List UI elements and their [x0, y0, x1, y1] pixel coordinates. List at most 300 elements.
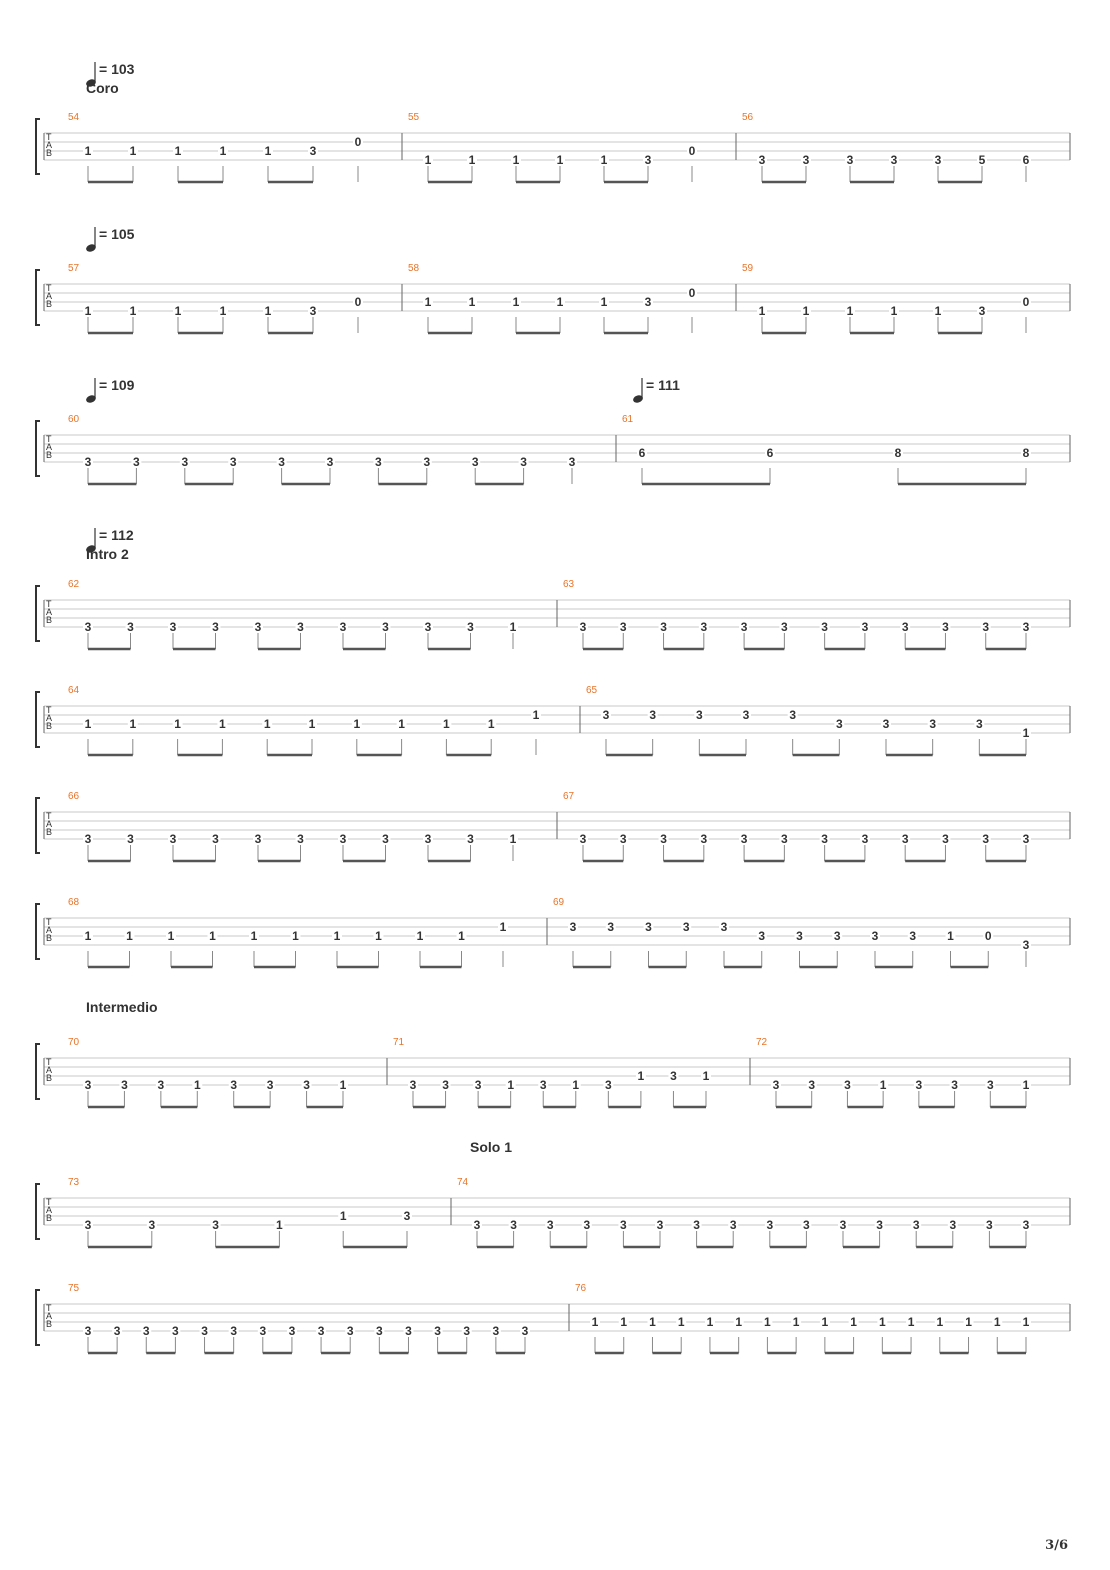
fret-number: 3 [127, 620, 134, 634]
fret-number: 3 [212, 620, 219, 634]
fret-number: 1 [209, 929, 216, 943]
fret-number: 3 [951, 1078, 958, 1092]
measure-number: 65 [586, 685, 598, 696]
fret-number: 3 [934, 153, 942, 167]
fret-number: 3 [467, 832, 474, 846]
tab-clef-letter: T [46, 917, 52, 927]
fret-number: 3 [463, 1324, 471, 1338]
tab-clef-letter: T [46, 283, 52, 293]
fret-number: 0 [354, 135, 362, 149]
fret-number: 1 [443, 717, 450, 731]
fret-number: 1 [890, 304, 898, 318]
fret-number: 3 [297, 832, 304, 846]
section-label: Intro 2 [86, 546, 129, 562]
fret-number: 1 [706, 1315, 714, 1329]
fret-number: 3 [474, 1078, 482, 1092]
tab-clef-letter: B [46, 299, 53, 309]
fret-number: 1 [792, 1315, 800, 1329]
measure-number: 72 [756, 1037, 768, 1048]
fret-number: 3 [259, 1324, 267, 1338]
fret-number: 3 [471, 455, 479, 469]
fret-number: 8 [894, 446, 902, 460]
fret-number: 1 [84, 304, 92, 318]
fret-number: 3 [758, 929, 766, 943]
fret-number: 3 [510, 1218, 517, 1232]
fret-number: 3 [978, 304, 986, 318]
measure-number: 70 [68, 1037, 80, 1048]
fret-number: 1 [126, 929, 133, 943]
fret-number: 3 [424, 832, 432, 846]
measure-number: 76 [575, 1283, 587, 1294]
fret-number: 1 [1022, 1315, 1030, 1329]
tab-clef-letter: T [46, 705, 52, 715]
fret-number: 3 [84, 1078, 92, 1092]
fret-number: 1 [339, 1078, 347, 1092]
system-bracket [36, 1290, 40, 1345]
measure-number: 66 [68, 791, 80, 802]
fret-number: 1 [174, 304, 182, 318]
fret-number: 0 [984, 929, 992, 943]
tab-clef-letter: A [46, 819, 53, 829]
fret-number: 3 [846, 153, 854, 167]
fret-number: 3 [148, 1218, 156, 1232]
fret-number: 3 [254, 620, 262, 634]
fret-number: 3 [583, 1218, 591, 1232]
fret-number: 3 [620, 1218, 627, 1232]
fret-number: 3 [113, 1324, 121, 1338]
tab-clef-letter: A [46, 291, 53, 301]
fret-number: 3 [604, 1078, 612, 1092]
fret-number: 1 [556, 153, 564, 167]
fret-number: 3 [833, 929, 841, 943]
fret-number: 1 [263, 717, 271, 731]
fret-number: 3 [975, 717, 983, 731]
system-bracket [36, 692, 40, 747]
fret-number: 1 [499, 920, 507, 934]
fret-number: 3 [375, 1324, 383, 1338]
fret-number: 1 [84, 929, 92, 943]
fret-number: 1 [821, 1315, 829, 1329]
tab-clef-letter: A [46, 1065, 53, 1075]
tab-clef-letter: B [46, 1319, 53, 1329]
fret-number: 3 [303, 1078, 310, 1092]
fret-number: 1 [193, 1078, 201, 1092]
fret-number: 3 [835, 717, 843, 731]
fret-number: 3 [942, 832, 949, 846]
fret-number: 3 [821, 832, 828, 846]
fret-number: 1 [936, 1315, 944, 1329]
fret-number: 3 [695, 708, 703, 722]
fret-number: 1 [907, 1315, 915, 1329]
fret-number: 1 [167, 929, 175, 943]
fret-number: 3 [660, 832, 667, 846]
tab-clef-letter: B [46, 827, 53, 837]
measure-number: 55 [408, 112, 420, 123]
fret-number: 3 [740, 832, 748, 846]
fret-number: 3 [169, 620, 177, 634]
tab-clef-letter: T [46, 811, 52, 821]
fret-number: 3 [796, 929, 803, 943]
fret-number: 3 [326, 455, 334, 469]
measure-number: 57 [68, 263, 80, 274]
page-number: 3/6 [1045, 1538, 1068, 1553]
system-bracket [36, 270, 40, 325]
tempo-marking: = 111 [646, 377, 680, 393]
fret-number: 3 [682, 920, 690, 934]
measure-number: 54 [68, 112, 80, 123]
tab-clef-letter: B [46, 450, 53, 460]
tempo-marking: = 105 [99, 226, 135, 242]
fret-number: 3 [492, 1324, 500, 1338]
tab-clef-letter: A [46, 1311, 53, 1321]
measure-number: 68 [68, 897, 80, 908]
fret-number: 3 [339, 832, 347, 846]
fret-number: 3 [839, 1218, 847, 1232]
measure-number: 73 [68, 1177, 80, 1188]
fret-number: 1 [219, 717, 226, 731]
fret-number: 3 [521, 1324, 529, 1338]
section-label: Intermedio [86, 999, 158, 1015]
fret-number: 0 [688, 286, 696, 300]
measure-number: 74 [457, 1177, 469, 1188]
tab-clef-letter: T [46, 599, 52, 609]
fret-number: 3 [467, 620, 474, 634]
tab-clef-letter: A [46, 713, 53, 723]
fret-number: 3 [982, 620, 990, 634]
fret-number: 3 [297, 620, 304, 634]
fret-number: 3 [772, 1078, 780, 1092]
fret-number: 3 [942, 620, 949, 634]
fret-number: 3 [844, 1078, 851, 1092]
fret-number: 3 [766, 1218, 774, 1232]
system-bracket [36, 119, 40, 174]
fret-number: 3 [424, 620, 432, 634]
fret-number: 3 [212, 832, 219, 846]
fret-number: 3 [309, 304, 317, 318]
fret-number: 3 [212, 1218, 219, 1232]
fret-number: 3 [288, 1324, 296, 1338]
measure-number: 62 [68, 579, 80, 590]
fret-number: 1 [620, 1315, 628, 1329]
fret-number: 3 [619, 620, 627, 634]
system-bracket [36, 798, 40, 853]
fret-number: 3 [127, 832, 134, 846]
fret-number: 3 [403, 1209, 411, 1223]
fret-number: 1 [276, 1218, 283, 1232]
fret-number: 3 [781, 832, 788, 846]
tab-clef-letter: T [46, 132, 52, 142]
fret-number: 3 [700, 832, 708, 846]
fret-number: 3 [1022, 938, 1030, 952]
fret-number: 3 [781, 620, 788, 634]
tempo-marking: = 103 [99, 61, 135, 77]
fret-number: 3 [230, 1324, 238, 1338]
fret-number: 3 [602, 708, 610, 722]
fret-number: 3 [821, 620, 828, 634]
fret-number: 1 [802, 304, 810, 318]
fret-number: 3 [644, 153, 652, 167]
fret-number: 3 [982, 832, 990, 846]
fret-number: 3 [909, 929, 917, 943]
section-label: Solo 1 [470, 1139, 513, 1155]
fret-number: 3 [803, 1218, 810, 1232]
fret-number: 3 [1022, 620, 1030, 634]
measure-number: 58 [408, 263, 420, 274]
fret-number: 1 [264, 304, 272, 318]
fret-number: 1 [758, 304, 766, 318]
fret-number: 3 [254, 832, 262, 846]
fret-number: 3 [729, 1218, 737, 1232]
fret-number: 3 [133, 455, 140, 469]
fret-number: 3 [84, 620, 92, 634]
fret-number: 3 [309, 144, 317, 158]
fret-number: 1 [333, 929, 341, 943]
fret-number: 3 [645, 920, 652, 934]
tab-clef-letter: A [46, 140, 53, 150]
fret-number: 3 [912, 1218, 920, 1232]
fret-number: 3 [656, 1218, 664, 1232]
fret-number: 1 [398, 717, 405, 731]
fret-number: 8 [1022, 446, 1030, 460]
fret-number: 1 [947, 929, 954, 943]
fret-number: 0 [688, 144, 696, 158]
fret-number: 3 [84, 1218, 92, 1232]
fret-number: 3 [876, 1218, 883, 1232]
fret-number: 3 [802, 153, 810, 167]
tab-clef-letter: B [46, 933, 53, 943]
fret-number: 3 [423, 455, 431, 469]
fret-number: 3 [949, 1218, 957, 1232]
fret-number: 3 [229, 455, 237, 469]
fret-number: 3 [278, 455, 285, 469]
tab-clef-letter: A [46, 1205, 53, 1215]
fret-number: 1 [129, 144, 137, 158]
system-bracket [36, 904, 40, 959]
fret-number: 1 [174, 144, 182, 158]
fret-number: 1 [846, 304, 854, 318]
fret-number: 1 [129, 304, 137, 318]
fret-number: 3 [473, 1218, 481, 1232]
fret-number: 3 [405, 1324, 412, 1338]
system-bracket [36, 586, 40, 641]
fret-number: 3 [121, 1078, 128, 1092]
fret-number: 3 [619, 832, 627, 846]
fret-number: 1 [572, 1078, 580, 1092]
fret-number: 1 [993, 1315, 1001, 1329]
fret-number: 1 [458, 929, 465, 943]
fret-number: 1 [353, 717, 361, 731]
fret-number: 3 [901, 832, 909, 846]
tab-clef-letter: T [46, 1303, 52, 1313]
tempo-marking: = 112 [99, 527, 134, 543]
fret-number: 1 [339, 1209, 347, 1223]
fret-number: 1 [292, 929, 299, 943]
fret-number: 1 [512, 153, 520, 167]
measure-number: 69 [553, 897, 565, 908]
fret-number: 3 [181, 455, 189, 469]
fret-number: 3 [157, 1078, 165, 1092]
fret-number: 6 [638, 446, 646, 460]
fret-number: 3 [649, 708, 657, 722]
fret-number: 1 [556, 295, 564, 309]
fret-number: 1 [468, 295, 476, 309]
fret-number: 1 [219, 304, 227, 318]
fret-number: 3 [142, 1324, 150, 1338]
fret-number: 3 [742, 708, 750, 722]
fret-number: 1 [219, 144, 227, 158]
fret-number: 3 [1022, 832, 1030, 846]
fret-number: 1 [174, 717, 181, 731]
measure-number: 61 [622, 414, 634, 425]
fret-number: 1 [468, 153, 476, 167]
system-bracket [36, 1184, 40, 1239]
tab-clef-letter: B [46, 1213, 53, 1223]
fret-number: 3 [890, 153, 898, 167]
system-bracket [36, 1044, 40, 1099]
fret-number: 1 [878, 1315, 886, 1329]
fret-number: 1 [965, 1315, 972, 1329]
fret-number: 3 [929, 717, 937, 731]
fret-number: 1 [84, 144, 92, 158]
fret-number: 3 [720, 920, 728, 934]
tab-clef-letter: B [46, 148, 53, 158]
fret-number: 1 [677, 1315, 685, 1329]
measure-number: 60 [68, 414, 80, 425]
fret-number: 3 [201, 1324, 208, 1338]
fret-number: 1 [264, 144, 272, 158]
fret-number: 3 [670, 1069, 677, 1083]
fret-number: 3 [539, 1078, 547, 1092]
fret-number: 1 [512, 295, 520, 309]
fret-number: 3 [901, 620, 909, 634]
fret-number: 3 [230, 1078, 238, 1092]
fret-number: 1 [649, 1315, 656, 1329]
fret-number: 1 [850, 1315, 857, 1329]
tab-clef-letter: T [46, 434, 52, 444]
measure-number: 71 [393, 1037, 405, 1048]
fret-number: 3 [84, 832, 92, 846]
fret-number: 1 [509, 832, 517, 846]
measure-number: 56 [742, 112, 754, 123]
fret-number: 1 [1022, 726, 1030, 740]
measure-number: 64 [68, 685, 80, 696]
fret-number: 1 [84, 717, 92, 731]
fret-number: 0 [1022, 295, 1030, 309]
fret-number: 3 [339, 620, 347, 634]
measure-number: 63 [563, 579, 575, 590]
fret-number: 3 [644, 295, 652, 309]
fret-number: 1 [375, 929, 382, 943]
fret-number: 3 [317, 1324, 325, 1338]
tab-clef-letter: A [46, 607, 53, 617]
tab-clef-letter: B [46, 1073, 53, 1083]
fret-number: 1 [532, 708, 540, 722]
tab-clef-letter: T [46, 1197, 52, 1207]
fret-number: 1 [600, 295, 608, 309]
fret-number: 0 [354, 295, 362, 309]
fret-number: 3 [382, 620, 389, 634]
measure-number: 59 [742, 263, 754, 274]
fret-number: 3 [871, 929, 879, 943]
fret-number: 1 [424, 295, 432, 309]
fret-number: 3 [758, 153, 766, 167]
fret-number: 1 [637, 1069, 645, 1083]
fret-number: 3 [607, 920, 615, 934]
fret-number: 3 [84, 1324, 92, 1338]
tab-clef-letter: B [46, 721, 53, 731]
tab-clef-letter: A [46, 442, 53, 452]
fret-number: 1 [764, 1315, 771, 1329]
fret-number: 1 [934, 304, 942, 318]
measure-number: 75 [68, 1283, 80, 1294]
fret-number: 3 [693, 1218, 700, 1232]
fret-number: 1 [600, 153, 608, 167]
measure-number: 67 [563, 791, 575, 802]
fret-number: 3 [569, 920, 577, 934]
fret-number: 3 [986, 1078, 994, 1092]
fret-number: 3 [409, 1078, 417, 1092]
fret-number: 3 [520, 455, 527, 469]
fret-number: 3 [1022, 1218, 1030, 1232]
fret-number: 3 [660, 620, 667, 634]
tempo-marking: = 109 [99, 377, 135, 393]
fret-number: 3 [266, 1078, 274, 1092]
fret-number: 3 [740, 620, 748, 634]
fret-number: 1 [591, 1315, 599, 1329]
fret-number: 1 [1022, 1078, 1030, 1092]
fret-number: 6 [766, 446, 774, 460]
fret-number: 3 [579, 620, 587, 634]
fret-number: 1 [129, 717, 137, 731]
fret-number: 3 [861, 620, 869, 634]
fret-number: 1 [879, 1078, 887, 1092]
fret-number: 3 [861, 832, 869, 846]
fret-number: 1 [507, 1078, 515, 1092]
tab-clef-letter: B [46, 615, 53, 625]
tab-clef-letter: A [46, 925, 53, 935]
fret-number: 1 [702, 1069, 710, 1083]
fret-number: 6 [1022, 153, 1030, 167]
fret-number: 3 [915, 1078, 923, 1092]
fret-number: 1 [487, 717, 495, 731]
tab-clef-letter: T [46, 1057, 52, 1067]
fret-number: 3 [789, 708, 797, 722]
fret-number: 3 [434, 1324, 441, 1338]
fret-number: 5 [978, 153, 986, 167]
fret-number: 1 [735, 1315, 743, 1329]
fret-number: 3 [382, 832, 389, 846]
fret-number: 3 [375, 455, 382, 469]
fret-number: 1 [509, 620, 517, 634]
fret-number: 3 [442, 1078, 449, 1092]
fret-number: 1 [250, 929, 258, 943]
fret-number: 3 [808, 1078, 816, 1092]
fret-number: 3 [986, 1218, 993, 1232]
fret-number: 1 [308, 717, 316, 731]
fret-number: 1 [416, 929, 424, 943]
fret-number: 3 [546, 1218, 554, 1232]
fret-number: 3 [84, 455, 92, 469]
fret-number: 3 [169, 832, 177, 846]
fret-number: 3 [700, 620, 708, 634]
fret-number: 3 [172, 1324, 179, 1338]
fret-number: 3 [568, 455, 576, 469]
fret-number: 1 [424, 153, 432, 167]
section-label: Coro [86, 80, 119, 96]
fret-number: 3 [579, 832, 587, 846]
fret-number: 3 [346, 1324, 354, 1338]
system-bracket [36, 421, 40, 476]
